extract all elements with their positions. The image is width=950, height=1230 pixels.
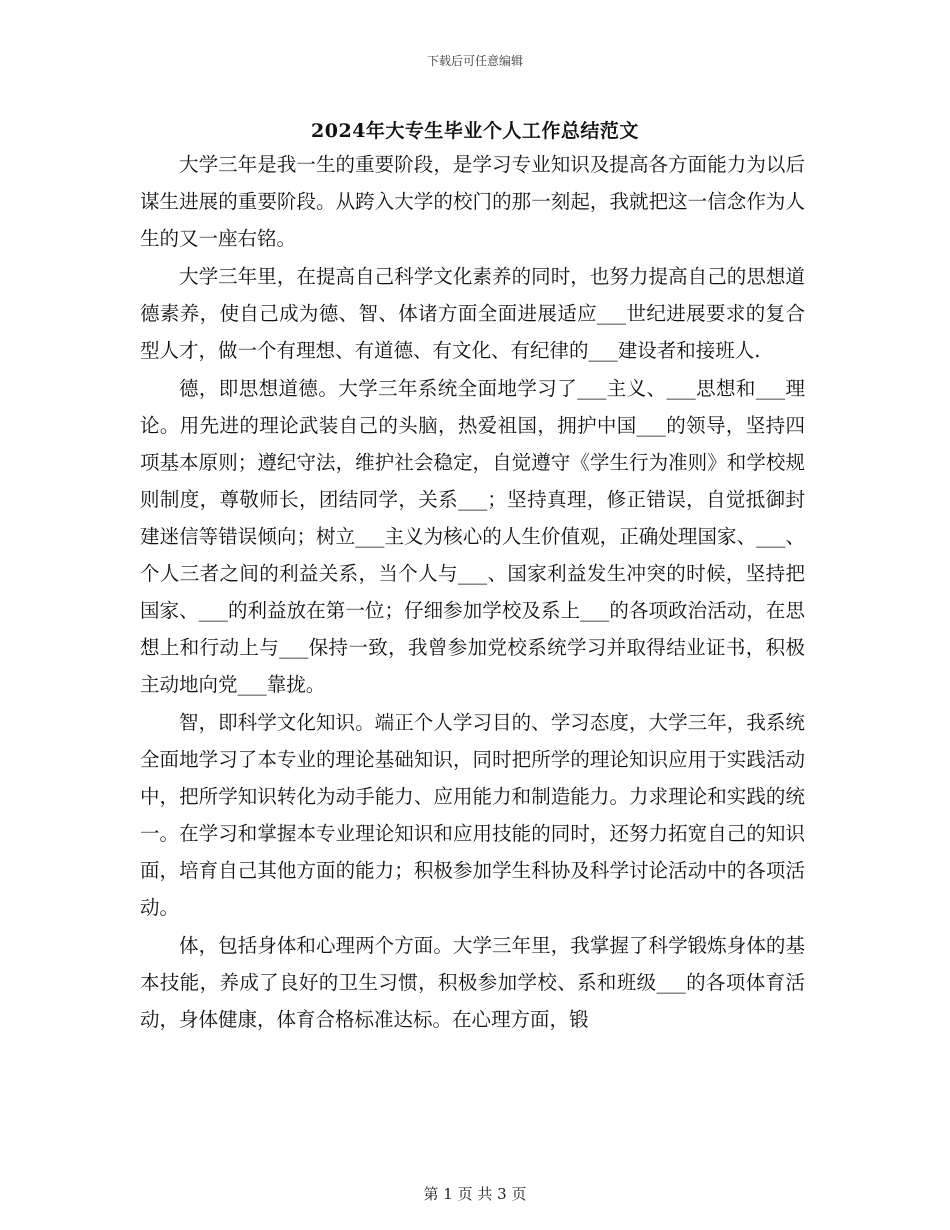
paragraph-morality: 德，即思想道德。大学三年系统全面地学习了___主义、___思想和___理论。用先进的理论武装自己的头脑，热爱祖国，拥护中国___的领导，坚持四项基本原则；遵纪守法，维护社会稳定，自觉遵守《学生行为准则》和学校规则制度，尊敬师长，团结同学，关系___；坚持真理，修正错误，自觉抵御封建迷信等错误倾向；树立___主义为核心的人生价值观，正确处理国家、___、个人三者之间的利益关系，当个人与___、国家利益发生冲突的时候，坚持把国家、___的利益放在第一位；仔细参加学校及系上___的各项政治活动，在思想上和行动上与___保持一致，我曾参加党校系统学习并取得结业证书，积极主动地向党___靠拢。 [140, 377, 805, 696]
page-header-note: 下载后可任意编辑 [426, 54, 523, 68]
paragraph-knowledge: 智，即科学文化知识。端正个人学习目的、学习态度，大学三年，我系统全面地学习了本专业的理论基础知识，同时把所学的理论知识应用于实践活动中，把所学知识转化为动手能力、应用能力和制造能力。力求理论和实践的统一。在学习和掌握本专业理论知识和应用技能的同时，还努力拓宽自己的知识面，培育自己其他方面的能力；积极参加学生科协及科学讨论活动中的各项活动。 [140, 711, 805, 919]
document-body [140, 146, 805, 1039]
document-title: 2024年大专生毕业个人工作总结范文 [311, 120, 639, 142]
paragraph-overview: 大学三年里，在提高自己科学文化素养的同时，也努力提高自己的思想道德素养，使自己成为德、智、体诸方面全面进展适应___世纪进展要求的复合型人才，做一个有理想、有道德、有文化、有纪律的___建设者和接班人. [140, 265, 805, 362]
paragraph-intro: 大学三年是我一生的重要阶段，是学习专业知识及提高各方面能力为以后谋生进展的重要阶段。从跨入大学的校门的那一刻起，我就把这一信念作为人生的又一座右铭。 [140, 153, 805, 250]
paragraph-physical: 体，包括身体和心理两个方面。大学三年里，我掌握了科学锻炼身体的基本技能，养成了良好的卫生习惯，积极参加学校、系和班级___的各项体育活动，身体健康，体育合格标准达标。在心理方面，锻 [140, 934, 805, 1031]
page-number-footer: 第 1 页 共 3 页 [423, 1185, 527, 1203]
